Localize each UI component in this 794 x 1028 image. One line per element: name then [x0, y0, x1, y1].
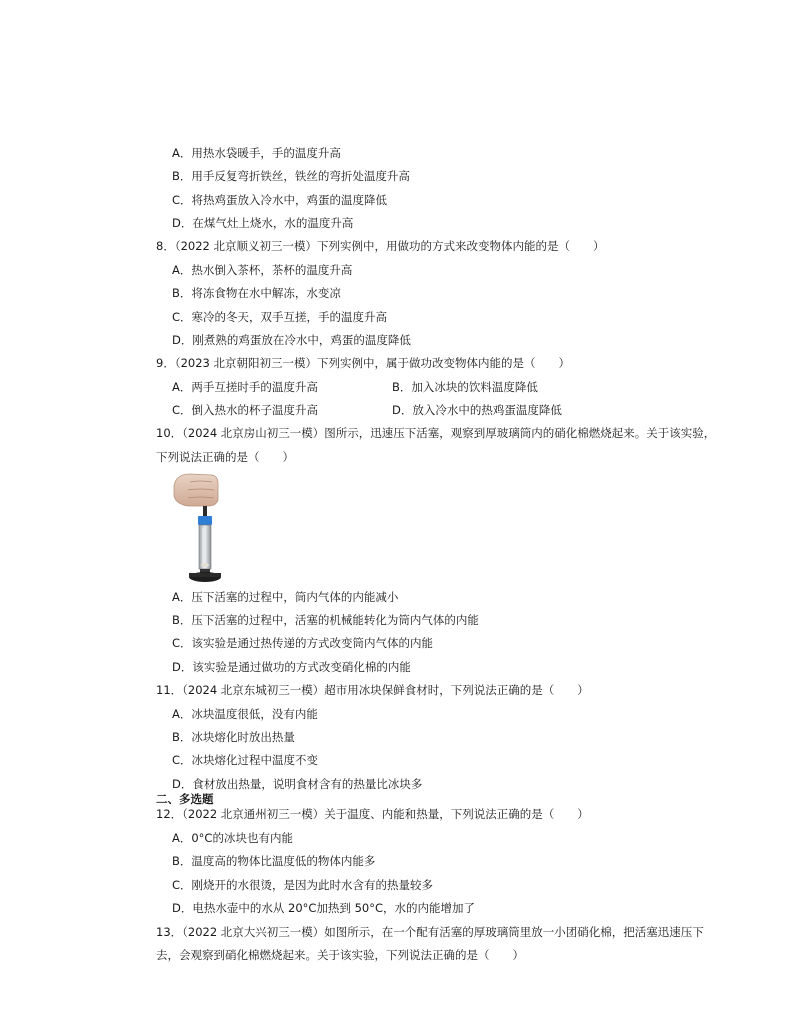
q10-option-a: A．压下活塞的过程中，筒内气体的内能减小 [172, 590, 399, 604]
q10-option-d: D．该实验是通过做功的方式改变硝化棉的内能 [172, 660, 411, 674]
q10-option-b: B．压下活塞的过程中，活塞的机械能转化为筒内气体的内能 [172, 613, 479, 627]
q12-option-a: A．0°C的冰块也有内能 [172, 831, 293, 845]
q7-option-a: A．用热水袋暖手，手的温度升高 [172, 146, 341, 160]
piston-cylinder-figure [170, 472, 230, 584]
q11-stem: 11．（2024 北京东城初三一模）超市用冰块保鲜食材时，下列说法正确的是（ ） [156, 683, 589, 697]
q8-option-a: A．热水倒入茶杯，茶杯的温度升高 [172, 263, 353, 277]
q8-stem: 8．（2022 北京顺义初三一模）下列实例中，用做功的方式来改变物体内能的是（ ） [156, 239, 605, 253]
q10-option-c: C．该实验是通过热传递的方式改变筒内气体的内能 [172, 636, 434, 650]
q12-option-b: B．温度高的物体比温度低的物体内能多 [172, 854, 376, 868]
q12-option-c: C．刚烧开的水很烫，是因为此时水含有的热量较多 [172, 878, 434, 892]
q7-option-c: C．将热鸡蛋放入冷水中，鸡蛋的温度降低 [172, 193, 388, 207]
q13-stem: 13．（2022 北京大兴初三一模）如图所示，在一个配有活塞的厚玻璃筒里放一小团硝化棉，把活塞迅速压下 [156, 925, 704, 939]
q10-stem-continued: 下列说法正确的是（ ） [156, 450, 294, 464]
q11-option-d: D．食材放出热量，说明食材含有的热量比冰块多 [172, 777, 423, 791]
section-heading-multiple-choice: 二、多选题 [156, 792, 214, 806]
q9-stem: 9．（2023 北京朝阳初三一模）下列实例中，属于做功改变物体内能的是（ ） [156, 356, 570, 370]
q8-option-b: B．将冻食物在水中解冻，水变凉 [172, 286, 341, 300]
q9-option-c: C．倒入热水的杯子温度升高 [172, 403, 319, 417]
q9-option-a: A．两手互搓时手的温度升高 [172, 380, 318, 394]
q8-option-c: C．寒冷的冬天，双手互搓，手的温度升高 [172, 310, 388, 324]
q11-option-c: C．冰块熔化过程中温度不变 [172, 753, 319, 767]
q10-stem: 10．（2024 北京房山初三一模）图所示，迅速压下活塞，观察到厚玻璃筒内的硝化棉燃烧起来。关于该实验， [156, 426, 716, 440]
q7-option-d: D．在煤气灶上烧水，水的温度升高 [172, 216, 354, 230]
q12-stem: 12．（2022 北京通州初三一模）关于温度、内能和热量，下列说法正确的是（ ） [156, 807, 589, 821]
q11-option-a: A．冰块温度很低，没有内能 [172, 707, 318, 721]
q13-stem-continued: 去，会观察到硝化棉燃烧起来。关于该实验，下列说法正确的是（ ） [156, 948, 524, 962]
q12-option-d: D．电热水壶中的水从 20°C加热到 50°C，水的内能增加了 [172, 901, 475, 915]
q7-option-b: B．用手反复弯折铁丝，铁丝的弯折处温度升高 [172, 169, 410, 183]
q11-option-b: B．冰块熔化时放出热量 [172, 730, 295, 744]
q8-option-d: D．刚煮熟的鸡蛋放在冷水中，鸡蛋的温度降低 [172, 333, 411, 347]
q9-option-b: B．加入冰块的饮料温度降低 [392, 380, 538, 394]
q9-option-d: D．放入冷水中的热鸡蛋温度降低 [392, 403, 562, 417]
